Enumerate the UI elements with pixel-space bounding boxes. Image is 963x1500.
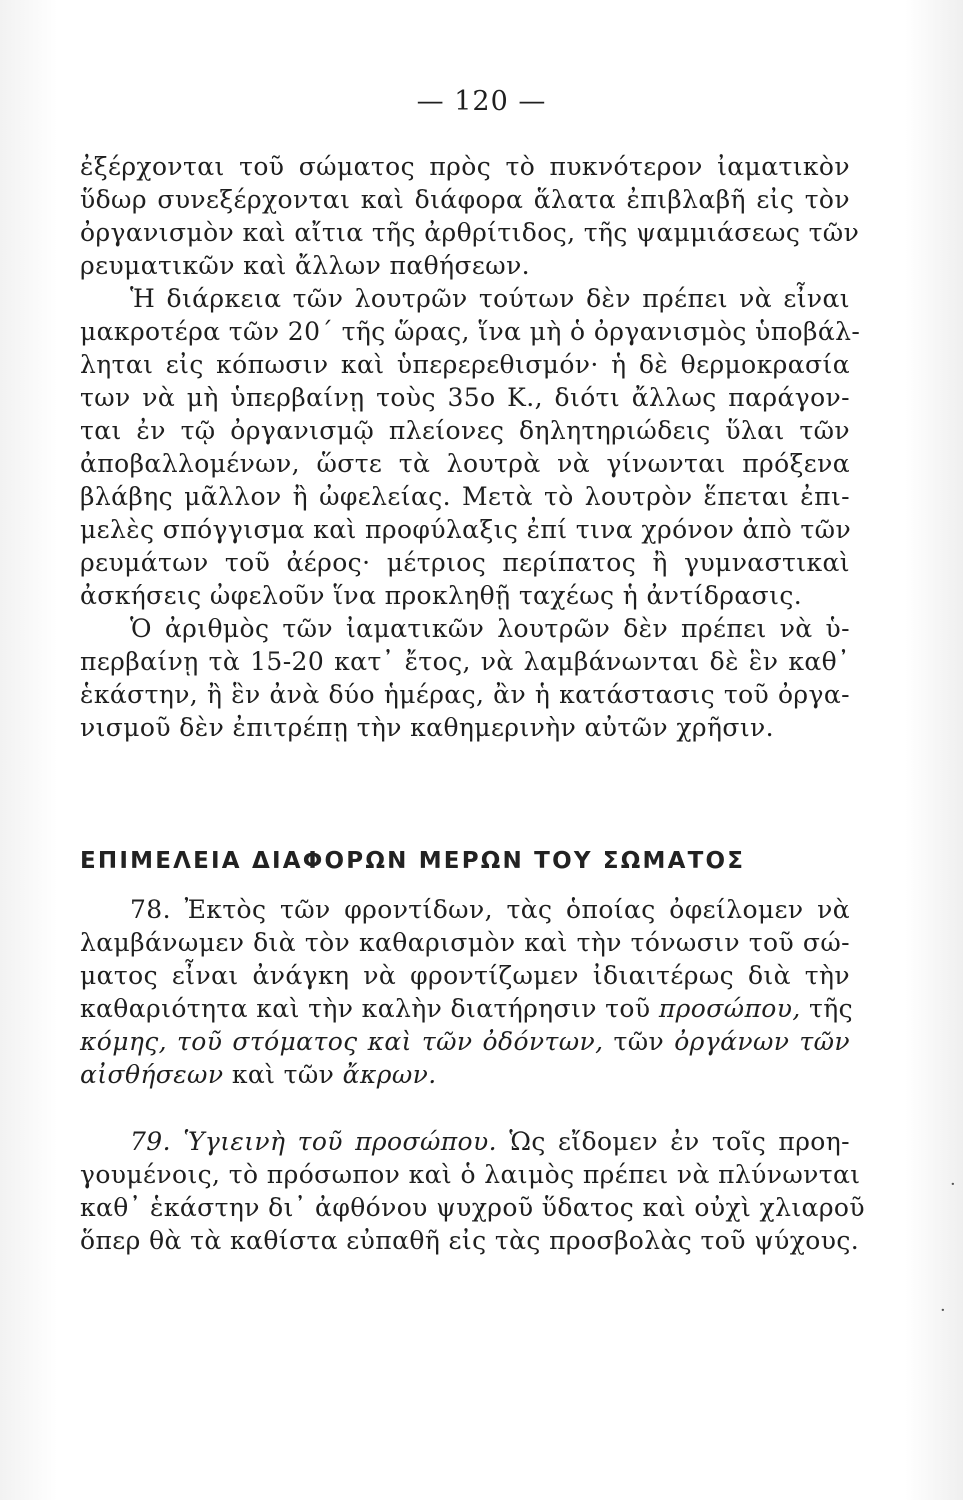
text-line [80, 992, 854, 1025]
text-span: Ὡς εἴδομεν ἐν τοῖς προη- [509, 1127, 850, 1156]
text-line: ὀργανισμὸν καὶ αἴτια τῆς ἀρθρίτιδος, τῆς ψαμμιάσεως τῶν [80, 218, 860, 247]
text-line [80, 1125, 850, 1158]
section-title: Ὑγιεινὴ τοῦ προσώπου. [183, 1127, 497, 1156]
text-span: τῶν [613, 1027, 665, 1056]
page-number: — 120 — [416, 86, 547, 117]
text-line: βλάβης μᾶλλον ἢ ὠφελείας. Μετὰ τὸ λουτρὸν ἕπεται ἐπι- [80, 482, 850, 511]
text-span: καὶ τῶν [231, 1060, 335, 1089]
paragraph-79 [80, 1125, 865, 1257]
italic-span: στόματος καὶ τῶν ὀδόντων, [232, 1027, 604, 1056]
text-line: μελὲς σπόγγισμα καὶ προφύλαξις ἐπί τινα χρόνον ἀπὸ τῶν [80, 515, 852, 544]
text-line: ἑκάστην, ἢ ἓν ἀνὰ δύο ἡμέρας, ἂν ἡ κατάστασις τοῦ ὀργα- [80, 680, 850, 709]
text-line: καθ᾽ ἑκάστην δι᾽ ἀφθόνου ψυχροῦ ὕδατος καὶ οὐχὶ χλιαροῦ [80, 1193, 865, 1222]
text-line: περβαίνῃ τὰ 15-20 κατ᾽ ἔτος, νὰ λαμβάνωνται δὲ ἓν καθ᾽ [80, 647, 850, 676]
text-line: γουμένοις, τὸ πρόσωπον καὶ ὁ λαιμὸς πρέπει νὰ πλύνωνται [80, 1160, 861, 1189]
text-span: καθαριότητα καὶ τὴν καλὴν διατήρησιν τοῦ [80, 994, 651, 1023]
section-heading: ΕΠΙΜΕΛΕΙΑ ΔΙΑΦΟΡΩΝ ΜΕΡΩΝ ΤΟΥ ΣΩΜΑΤΟΣ [80, 848, 746, 874]
text-line: ἀποβαλλομένων, ὥστε τὰ λουτρὰ νὰ γίνωνται πρόξενα [80, 449, 850, 478]
text-line: των νὰ μὴ ὑπερβαίνῃ τοὺς 35ο Κ., διότι ἄλλως παράγον- [80, 383, 850, 412]
text-line [80, 1025, 850, 1058]
text-line: 78. Ἐκτὸς τῶν φροντίδων, τὰς ὁποίας ὀφείλομεν νὰ [130, 895, 850, 924]
paragraph-78 [80, 893, 854, 1091]
italic-span: ὀργάνων τῶν [674, 1027, 850, 1056]
text-line: νισμοῦ δὲν ἐπιτρέπῃ τὴν καθημερινὴν αὐτῶν χρῆσιν. [80, 713, 774, 742]
italic-span: κόμης, τοῦ [80, 1027, 223, 1056]
paragraph-baths [80, 150, 861, 744]
text-line: Ἡ διάρκεια τῶν λουτρῶν τούτων δὲν πρέπει νὰ εἶναι [130, 284, 850, 313]
section-number: 79. [130, 1127, 171, 1156]
text-line: ὅπερ θὰ τὰ καθίστα εὐπαθῆ εἰς τὰς προσβολὰς τοῦ ψύχους. [80, 1226, 860, 1255]
text-line: Ὁ ἀριθμὸς τῶν ἰαματικῶν λουτρῶν δὲν πρέπει νὰ ὑ- [130, 614, 850, 643]
text-line: ἀσκήσεις ὠφελοῦν ἵνα προκληθῇ ταχέως ἡ ἀντίδρασις. [80, 581, 803, 610]
text-line: ται ἐν τῷ ὀργανισμῷ πλείονες δηλητηριώδεις ὕλαι τῶν [80, 416, 850, 445]
text-line: ἐξέρχονται τοῦ σώματος πρὸς τὸ πυκνότερον ἰαματικὸν [80, 152, 850, 181]
text-span: τῆς [809, 994, 854, 1023]
italic-span: ἄκρων. [342, 1060, 437, 1089]
text-line: ληται εἰς κόπωσιν καὶ ὑπερερεθισμόν· ἡ δὲ θερμοκρασία [80, 350, 850, 379]
italic-span: προσώπου, [658, 994, 801, 1023]
text-line: ὕδωρ συνεξέρχονται καὶ διάφορα ἅλατα ἐπιβλαβῆ εἰς τὸν [80, 185, 850, 214]
text-line: λαμβάνωμεν διὰ τὸν καθαρισμὸν καὶ τὴν τόνωσιν τοῦ σώ- [80, 928, 850, 957]
text-line: ματος εἶναι ἀνάγκη νὰ φροντίζωμεν ἰδιαιτέρως διὰ τὴν [80, 961, 850, 990]
text-line: μακροτέρα τῶν 20΄ τῆς ὥρας, ἵνα μὴ ὁ ὀργανισμὸς ὑποβάλ- [80, 317, 861, 346]
text-line [80, 1058, 850, 1091]
margin-speck: · [950, 1174, 956, 1195]
text-line: ρευμάτων τοῦ ἀέρος· μέτριος περίπατος ἢ γυμναστικαὶ [80, 548, 850, 577]
text-line: ρευματικῶν καὶ ἄλλων παθήσεων. [80, 251, 531, 280]
margin-speck: · [940, 1300, 946, 1321]
italic-span: αἰσθήσεων [80, 1060, 224, 1089]
